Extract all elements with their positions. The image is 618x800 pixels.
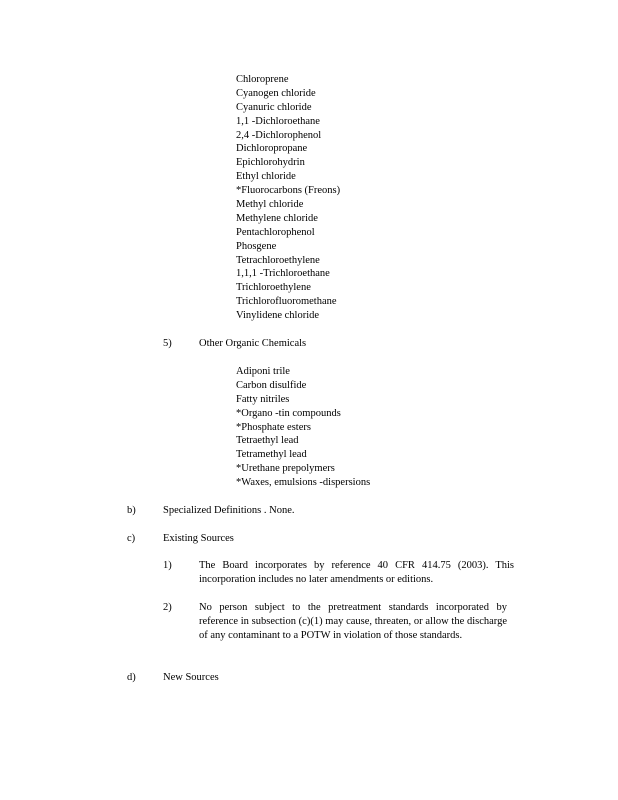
- list-item: Adiponi trile: [236, 366, 290, 377]
- list-item: *Urethane prepolymers: [236, 463, 335, 475]
- list-item: Fatty nitriles: [236, 393, 290, 405]
- section-b-text: Specialized Definitions . None.: [163, 505, 295, 516]
- list-item: Tetrachloroethylene: [236, 254, 320, 266]
- list-item: Trichlorofluoromethane: [236, 296, 337, 308]
- list-item: Phosgene: [236, 240, 277, 252]
- list-item: Tetramethyl lead: [236, 449, 307, 461]
- list-item: 2,4 -Dichlorophenol: [236, 129, 322, 141]
- list-item: Chloroprene: [236, 74, 289, 85]
- item-5-heading: Other Organic Chemicals: [199, 338, 307, 349]
- list-item: Tetraethyl lead: [236, 435, 299, 447]
- list-item: Methylene chloride: [236, 212, 318, 224]
- list-item: *Waxes, emulsions -dispersions: [236, 477, 371, 489]
- list-item: *Organo -tin compounds: [236, 407, 341, 419]
- section-c-item-2-text: No person subject to the pretreatment standards incorporated by reference in subsection (c)(1) may cause, threaten, or allow the discharge of any contaminant to a POTW in violation of those standards.: [199, 602, 507, 641]
- section-c-heading: Existing Sources: [163, 533, 234, 544]
- list-item: Ethyl chloride: [236, 171, 296, 183]
- list-item: 1,1,1 -Trichloroethane: [236, 268, 330, 280]
- section-d-letter: d): [127, 672, 136, 683]
- other-organic-chemicals-list: [236, 365, 370, 490]
- list-item: Epichlorohydrin: [236, 157, 305, 169]
- section-d-heading: New Sources: [163, 672, 219, 683]
- list-item: 1,1 -Dichloroethane: [236, 115, 320, 127]
- section-c-item-2-number: 2): [163, 602, 172, 613]
- list-item: Methyl chloride: [236, 199, 304, 211]
- list-item: Cyanogen chloride: [236, 87, 316, 99]
- section-b-letter: b): [127, 505, 136, 516]
- section-c-letter: c): [127, 533, 136, 544]
- list-item: *Phosphate esters: [236, 421, 311, 433]
- item-5-number: 5): [163, 338, 172, 349]
- list-item: Cyanuric chloride: [236, 101, 312, 113]
- chlorinated-chemicals-list: [236, 73, 340, 323]
- list-item: Pentachlorophenol: [236, 226, 315, 238]
- list-item: Dichloropropane: [236, 143, 308, 155]
- list-item: *Fluorocarbons (Freons): [236, 185, 341, 197]
- list-item: Vinylidene chloride: [236, 310, 320, 322]
- list-item: Carbon disulfide: [236, 379, 307, 391]
- section-c-item-1-number: 1): [163, 560, 172, 571]
- section-c-item-1-text: The Board incorporates by reference 40 CFR 414.75 (2003). This incorporation includes no later amendments or editions.: [199, 560, 514, 585]
- list-item: Trichloroethylene: [236, 282, 311, 294]
